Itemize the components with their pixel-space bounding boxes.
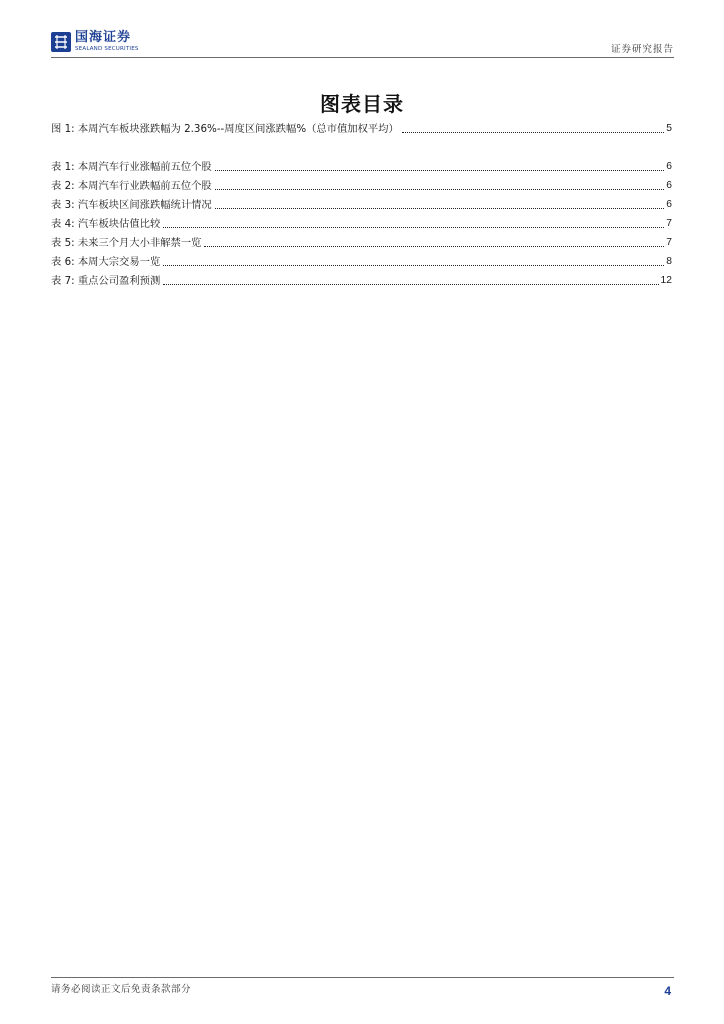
- toc-entry-label: 表 1: 本周汽车行业涨幅前五位个股: [51, 161, 212, 173]
- toc-entry-table-6[interactable]: [51, 255, 672, 269]
- sealand-logo-icon: [51, 32, 71, 52]
- toc-entry-table-1[interactable]: [51, 160, 672, 174]
- dot-leader: [215, 169, 665, 171]
- toc-entry-table-7[interactable]: [51, 274, 672, 288]
- toc-entry-figure-1[interactable]: [51, 122, 672, 136]
- disclaimer-note: 请务必阅读正文后免责条款部分: [51, 984, 192, 995]
- toc-entry-page: 8: [666, 256, 672, 267]
- toc-entry-page: 7: [666, 218, 672, 229]
- toc-entry-label: 表 7: 重点公司盈利预测: [51, 275, 161, 287]
- toc-entry-label: 表 3: 汽车板块区间涨跌幅统计情况: [51, 199, 212, 211]
- toc-entry-table-5[interactable]: [51, 236, 672, 250]
- dot-leader: [215, 207, 665, 209]
- toc-entry-label: 表 5: 未来三个月大小非解禁一览: [51, 237, 202, 249]
- header-divider: [51, 57, 674, 58]
- toc-entry-page: 6: [666, 199, 672, 210]
- dot-leader: [163, 264, 664, 266]
- toc-entry-label: 图 1: 本周汽车板块涨跌幅为 2.36%--周度区间涨跌幅%（总市值加权平均）: [51, 123, 399, 135]
- logo-english-text: SEALAND SECURITIES: [75, 46, 139, 52]
- page-number: 4: [664, 984, 671, 998]
- toc-entry-page: 12: [660, 275, 672, 286]
- toc-entry-table-2[interactable]: [51, 179, 672, 193]
- toc-entry-table-4[interactable]: [51, 217, 672, 231]
- toc-entry-label: 表 2: 本周汽车行业跌幅前五位个股: [51, 180, 212, 192]
- dot-leader: [215, 188, 665, 190]
- dot-leader: [204, 245, 664, 247]
- page-title: 图表目录: [320, 92, 404, 116]
- footer-divider: [51, 977, 674, 978]
- dot-leader: [163, 226, 664, 228]
- toc-entry-page: 7: [666, 237, 672, 248]
- dot-leader: [402, 131, 664, 133]
- report-type-label: 证券研究报告: [610, 44, 674, 55]
- page-header: [51, 30, 674, 56]
- toc-entry-page: 5: [666, 123, 672, 134]
- logo-chinese-text: 国海证券: [75, 30, 132, 45]
- toc-entry-table-3[interactable]: [51, 198, 672, 212]
- toc-entry-label: 表 4: 汽车板块估值比较: [51, 218, 161, 230]
- toc-entry-label: 表 6: 本周大宗交易一览: [51, 256, 161, 268]
- dot-leader: [163, 283, 658, 285]
- toc-entry-page: 6: [666, 161, 672, 172]
- toc-entry-page: 6: [666, 180, 672, 191]
